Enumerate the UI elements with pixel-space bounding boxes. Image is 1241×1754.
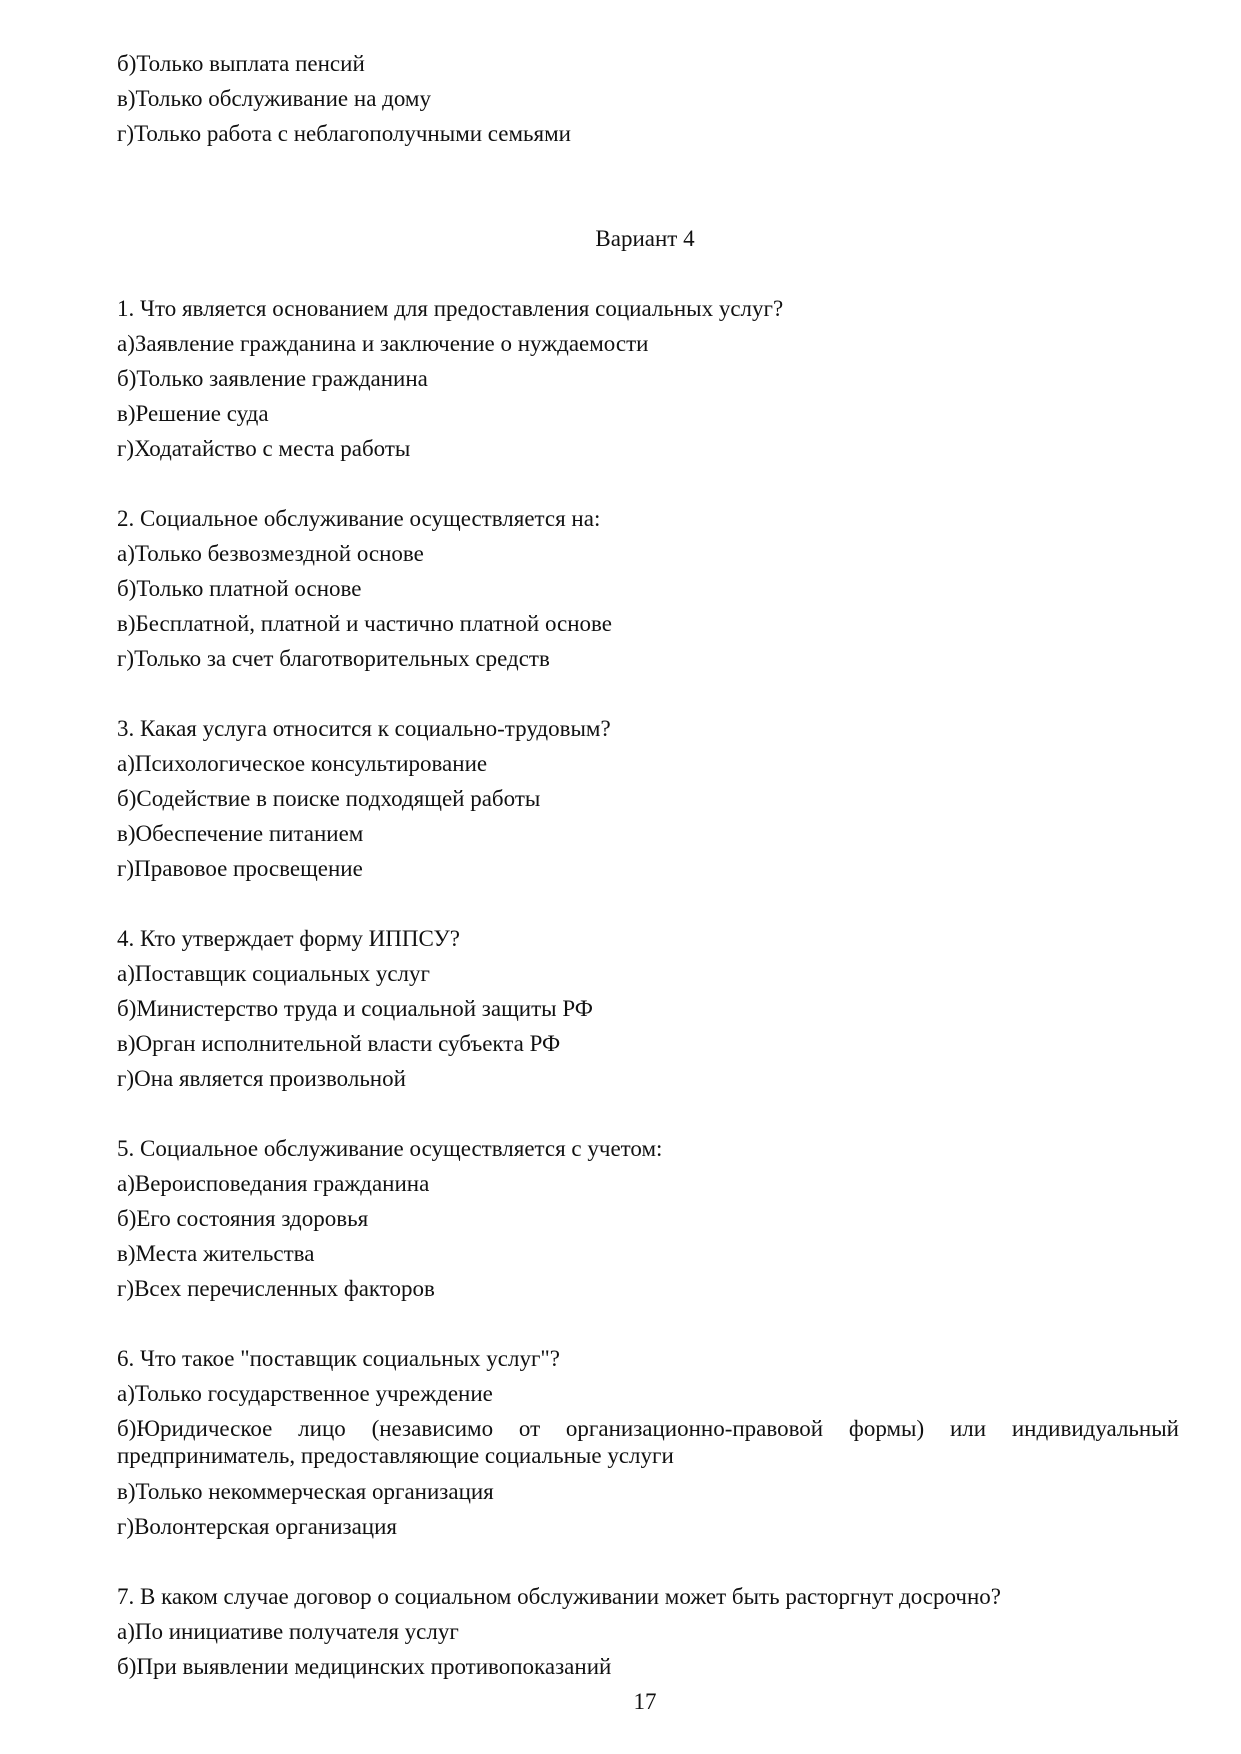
question-text: 4. Кто утверждает форму ИППСУ? bbox=[117, 926, 460, 951]
option-line: в)Только некоммерческая организация bbox=[117, 1479, 494, 1504]
option-line-multiline: б)Юридическое лицо (независимо от организационно-правовой формы) или индивидуальный предприниматель, предоставляющие социальные услуги bbox=[117, 1416, 1179, 1468]
option-line: а)Вероисповедания гражданина bbox=[117, 1171, 430, 1196]
option-line: б)Министерство труда и социальной защиты РФ bbox=[117, 996, 593, 1021]
question-text: 1. Что является основанием для предоставления социальных услуг? bbox=[117, 296, 784, 321]
option-line: а)Только безвозмездной основе bbox=[117, 541, 424, 566]
page-number: 17 bbox=[633, 1689, 657, 1714]
option-line: а)Психологическое консультирование bbox=[117, 751, 488, 776]
option-line: б)Только выплата пенсий bbox=[117, 51, 365, 76]
option-line: в)Решение суда bbox=[117, 401, 269, 426]
variant-heading: Вариант 4 bbox=[595, 226, 695, 251]
question-text: 6. Что такое "поставщик социальных услуг"? bbox=[117, 1346, 560, 1371]
option-line: а)Поставщик социальных услуг bbox=[117, 961, 430, 986]
option-line: г)Только работа с неблагополучными семьями bbox=[117, 121, 571, 146]
option-line: г)Она является произвольной bbox=[117, 1066, 406, 1091]
option-line: в)Только обслуживание на дому bbox=[117, 86, 431, 111]
option-line: б)При выявлении медицинских противопоказаний bbox=[117, 1654, 612, 1679]
question-text: 7. В каком случае договор о социальном обслуживании может быть расторгнут досрочно? bbox=[117, 1584, 1001, 1609]
option-line: г)Волонтерская организация bbox=[117, 1514, 397, 1539]
option-line: г)Только за счет благотворительных средств bbox=[117, 646, 550, 671]
option-line: б)Его состояния здоровья bbox=[117, 1206, 369, 1231]
option-line: г)Ходатайство с места работы bbox=[117, 436, 411, 461]
option-line: в)Бесплатной, платной и частично платной основе bbox=[117, 611, 612, 636]
option-line: в)Орган исполнительной власти субъекта РФ bbox=[117, 1031, 561, 1056]
option-line: а)По инициативе получателя услуг bbox=[117, 1619, 459, 1644]
question-text: 3. Какая услуга относится к социально-трудовым? bbox=[117, 716, 611, 741]
option-line: в)Обеспечение питанием bbox=[117, 821, 364, 846]
option-line: г)Всех перечисленных факторов bbox=[117, 1276, 435, 1301]
option-line: б)Только платной основе bbox=[117, 576, 362, 601]
option-line: б)Содействие в поиске подходящей работы bbox=[117, 786, 541, 811]
option-line: а)Только государственное учреждение bbox=[117, 1381, 493, 1406]
question-text: 2. Социальное обслуживание осуществляется на: bbox=[117, 506, 601, 531]
option-line: в)Места жительства bbox=[117, 1241, 315, 1266]
option-line: а)Заявление гражданина и заключение о нуждаемости bbox=[117, 331, 649, 356]
option-line: б)Только заявление гражданина bbox=[117, 366, 428, 391]
option-line: г)Правовое просвещение bbox=[117, 856, 363, 881]
question-text: 5. Социальное обслуживание осуществляется с учетом: bbox=[117, 1136, 663, 1161]
